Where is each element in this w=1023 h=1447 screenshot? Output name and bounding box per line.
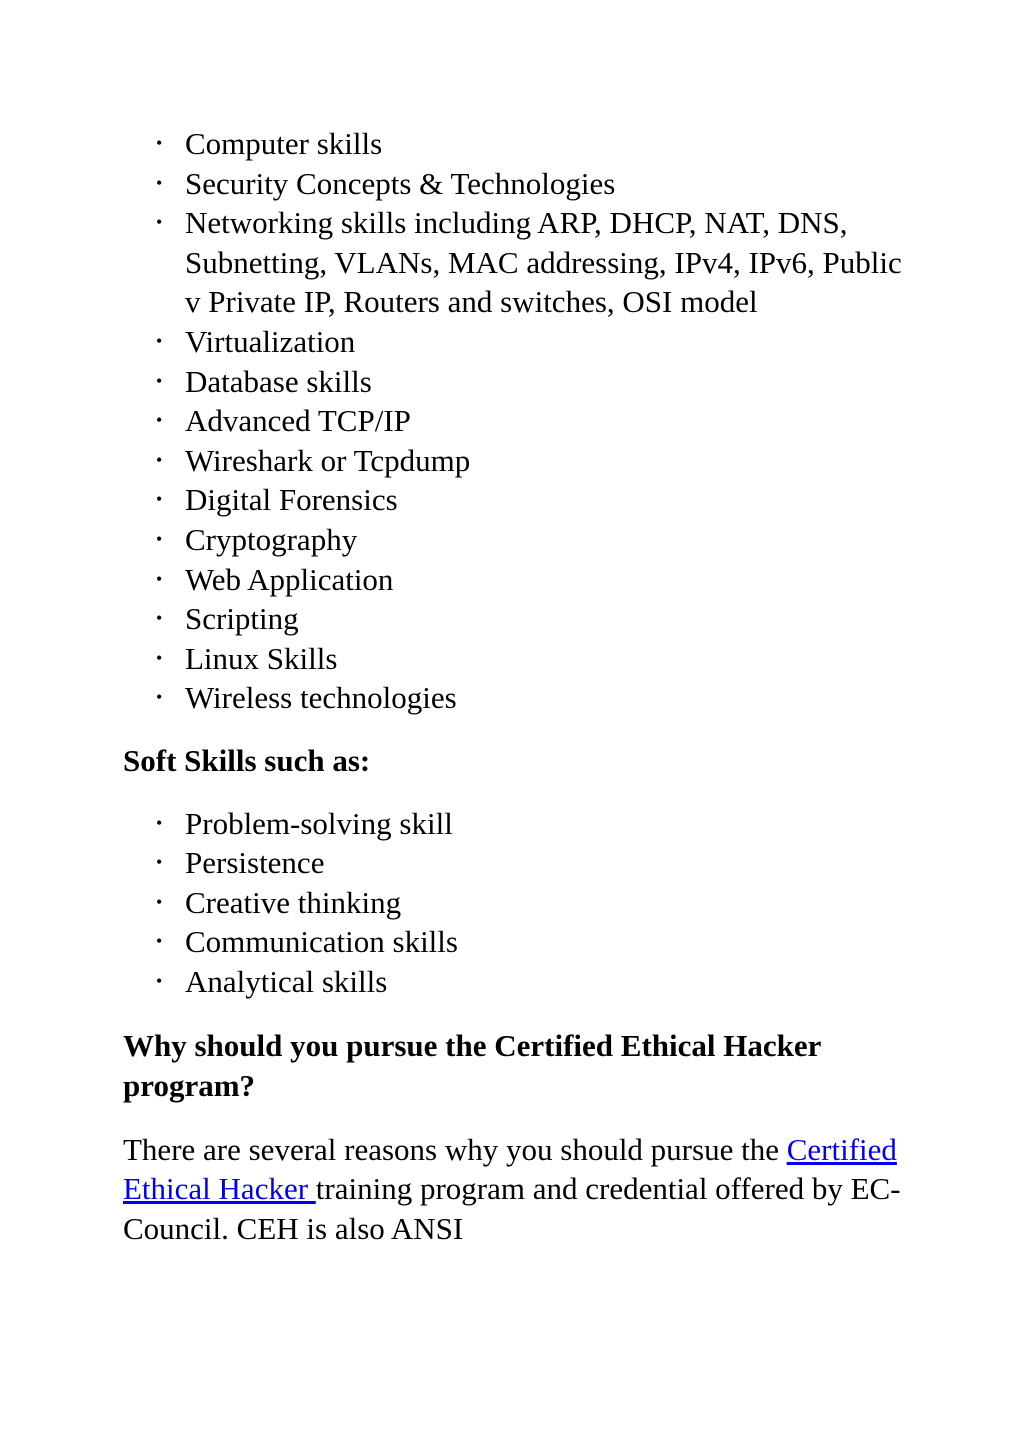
bullet-icon: • xyxy=(156,687,163,708)
bullet-icon: • xyxy=(156,449,163,470)
list-item-text: Wireless technologies xyxy=(185,680,457,716)
bullet-icon: • xyxy=(156,931,163,952)
list-item-text: Analytical skills xyxy=(185,963,388,999)
bullet-icon: • xyxy=(156,970,163,991)
list-item-text: Digital Forensics xyxy=(185,482,398,518)
list-item xyxy=(123,639,903,679)
bullet-icon: • xyxy=(156,133,163,153)
list-item xyxy=(123,164,903,204)
bullet-icon: • xyxy=(156,528,163,549)
list-item xyxy=(123,124,903,164)
list-item-text: Database skills xyxy=(185,363,372,399)
list-item xyxy=(123,843,903,883)
list-item xyxy=(123,401,903,441)
document-page xyxy=(123,124,903,1248)
list-item xyxy=(123,480,903,520)
list-item xyxy=(123,962,903,1002)
list-item-text: Linux Skills xyxy=(185,640,338,676)
list-item-text: Security Concepts & Technologies xyxy=(185,165,616,201)
list-item-text: Advanced TCP/IP xyxy=(185,403,411,439)
bullet-icon: • xyxy=(156,812,163,833)
list-item xyxy=(123,678,903,718)
bullet-icon: • xyxy=(156,891,163,912)
list-item-text: Cryptography xyxy=(185,521,358,557)
list-item-text: Scripting xyxy=(185,601,299,637)
list-item xyxy=(123,883,903,923)
list-item-text: Wireshark or Tcpdump xyxy=(185,442,471,478)
bullet-icon: • xyxy=(156,852,163,873)
list-item xyxy=(123,322,903,362)
technical-skills-list xyxy=(123,124,903,718)
bullet-icon: • xyxy=(156,212,163,233)
list-item xyxy=(123,362,903,402)
list-item xyxy=(123,560,903,600)
soft-skills-list xyxy=(123,804,903,1002)
list-item xyxy=(123,441,903,481)
intro-paragraph xyxy=(123,1130,903,1249)
list-item xyxy=(123,599,903,639)
soft-skills-heading: Soft Skills such as: xyxy=(123,742,371,778)
ceh-link[interactable]: Certified Ethical Hacker xyxy=(123,1131,897,1207)
list-item xyxy=(123,804,903,844)
list-item xyxy=(123,520,903,560)
list-item-text: Web Application xyxy=(185,561,394,597)
bullet-icon: • xyxy=(156,489,163,510)
why-pursue-heading: Why should you pursue the Certified Ethical Hacker program? xyxy=(123,1028,821,1104)
paragraph-text-start: There are several reasons why you should pursue the xyxy=(123,1131,787,1167)
list-item xyxy=(123,922,903,962)
list-item xyxy=(123,203,903,322)
bullet-icon: • xyxy=(156,568,163,589)
paragraph-text-end: training program and credential offered by EC-Council. CEH is also ANSI xyxy=(123,1171,901,1246)
list-item-text: Networking skills including ARP, DHCP, NAT, DNS, Subnetting, VLANs, MAC addressing, IPv4, IPv6, Public v Private IP, Routers and switches, OSI model xyxy=(185,205,902,320)
list-item-text: Virtualization xyxy=(185,323,356,359)
bullet-icon: • xyxy=(156,608,163,629)
list-item-text: Problem-solving skill xyxy=(185,805,453,841)
bullet-icon: • xyxy=(156,330,163,351)
list-item-text: Persistence xyxy=(185,845,325,881)
bullet-icon: • xyxy=(156,410,163,431)
list-item-text: Communication skills xyxy=(185,924,458,960)
bullet-icon: • xyxy=(156,647,163,668)
list-item-text: Creative thinking xyxy=(185,884,402,920)
list-item-text: Computer skills xyxy=(185,126,383,161)
bullet-icon: • xyxy=(156,172,163,193)
bullet-icon: • xyxy=(156,370,163,391)
